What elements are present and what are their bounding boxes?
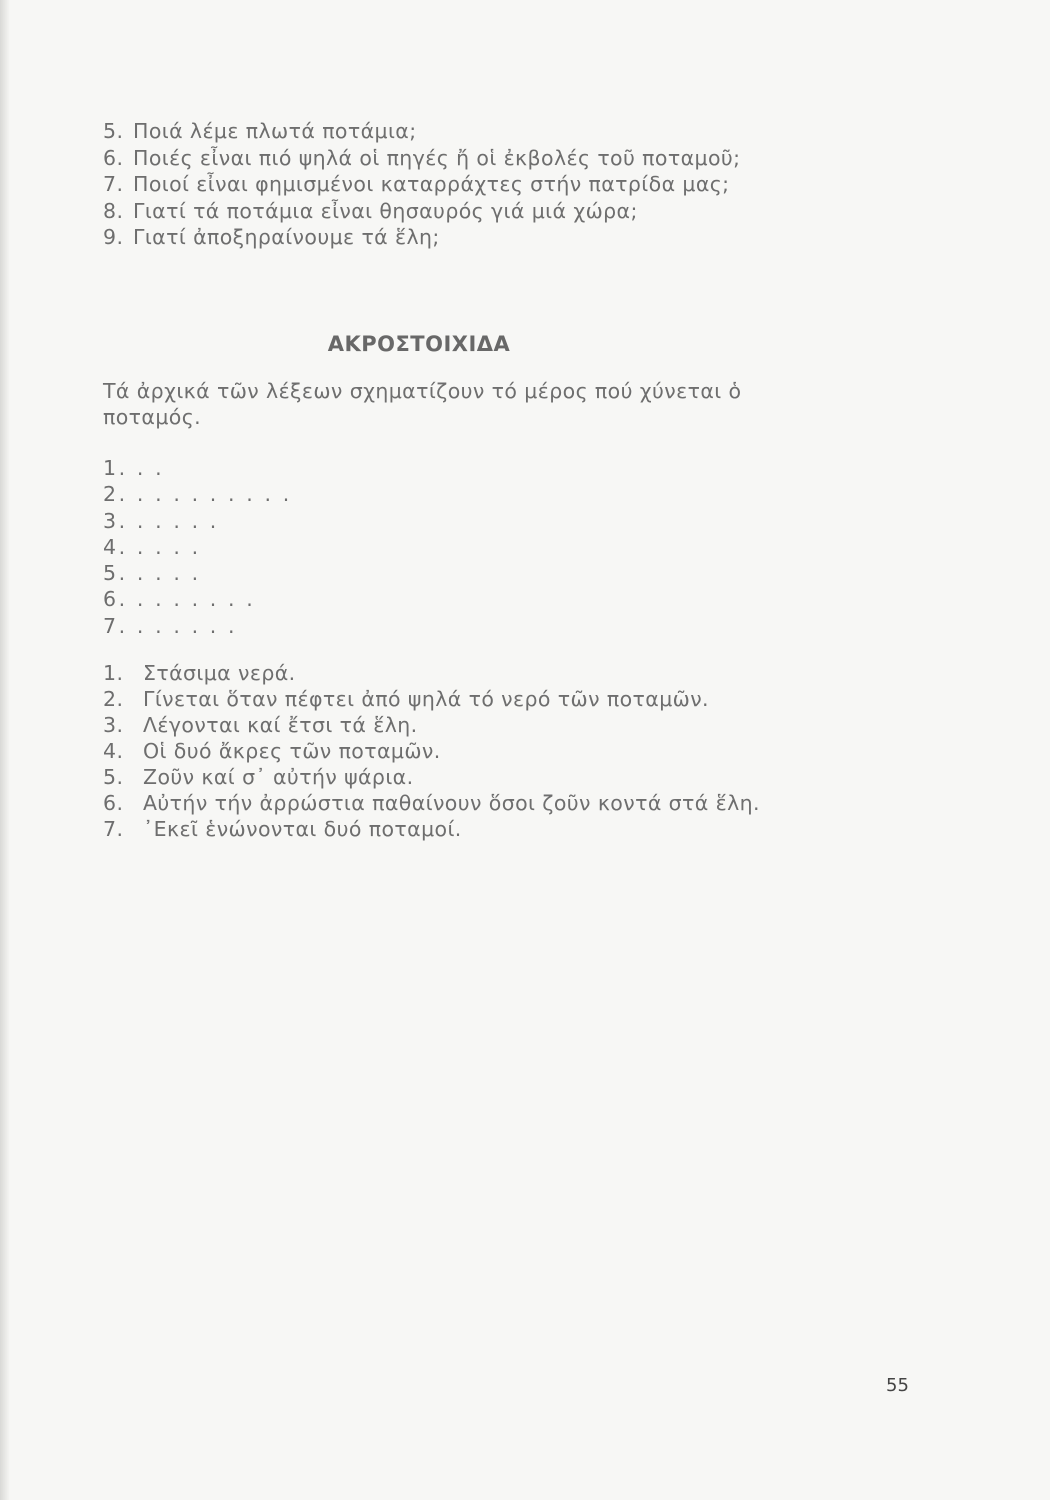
acrostic-intro: Τά ἀρχικά τῶν λέξεων σχηματίζουν τό μέρος πού χύνεται ὁ ποταμός. [103,379,742,429]
acrostic-blank-row: 6. . . . . . . . [103,587,256,612]
clue-item: 4. Οἱ δυό ἄκρες τῶν ποταμῶν. [103,739,441,763]
acrostic-blank-row: 7. . . . . . . [103,613,238,638]
acrostic-blanks [103,455,292,639]
acrostic-blank-row: 5. . . . . [103,561,201,586]
acrostic-blank-row: 4. . . . . [103,534,201,559]
acrostic-blank-row: 2. . . . . . . . . . [103,482,292,507]
question-item: 8. Γιατί τά ποτάμια εἶναι θησαυρός γιά μιά χώρα; [103,198,638,223]
clue-item: 7. ᾽Εκεῖ ἑνώνονται δυό ποταμοί. [103,817,462,841]
acrostic-blank-row: 3. . . . . . [103,508,219,533]
clue-item: 6. Αὐτήν τήν ἀρρώστια παθαίνουν ὅσοι ζοῦν κοντά στά ἕλη. [103,791,760,815]
acrostic-clues [103,660,763,842]
questions-list [103,118,923,251]
question-item: 7. Ποιοί εἶναι φημισμένοι καταρράχτες στήν πατρίδα μας; [103,172,730,196]
acrostic-blank-row: 1. . . [103,456,165,480]
question-item: 6. Ποιές εἶναι πιό ψηλά οἱ πηγές ἤ οἱ ἐκβολές τοῦ ποταμοῦ; [103,145,741,170]
question-item: 5. Ποιά λέμε πλωτά ποτάμια; [103,119,417,143]
page-binding-edge [0,0,10,1500]
clue-item: 5. Ζοῦν καί σ᾽ αὐτήν ψάρια. [103,765,414,789]
clue-item: 2. Γίνεται ὅταν πέφτει ἀπό ψηλά τό νερό τῶν ποταμῶν. [103,687,709,711]
page-number: 55 [886,1375,909,1396]
question-item: 9. Γιατί ἀποξηραίνουμε τά ἕλη; [103,225,440,249]
clue-item: 1. Στάσιμα νερά. [103,661,296,685]
clue-item: 3. Λέγονται καί ἔτσι τά ἕλη. [103,713,418,737]
acrostic-title: ΑΚΡΟΣΤΟΙΧΙΔΑ [327,332,511,356]
